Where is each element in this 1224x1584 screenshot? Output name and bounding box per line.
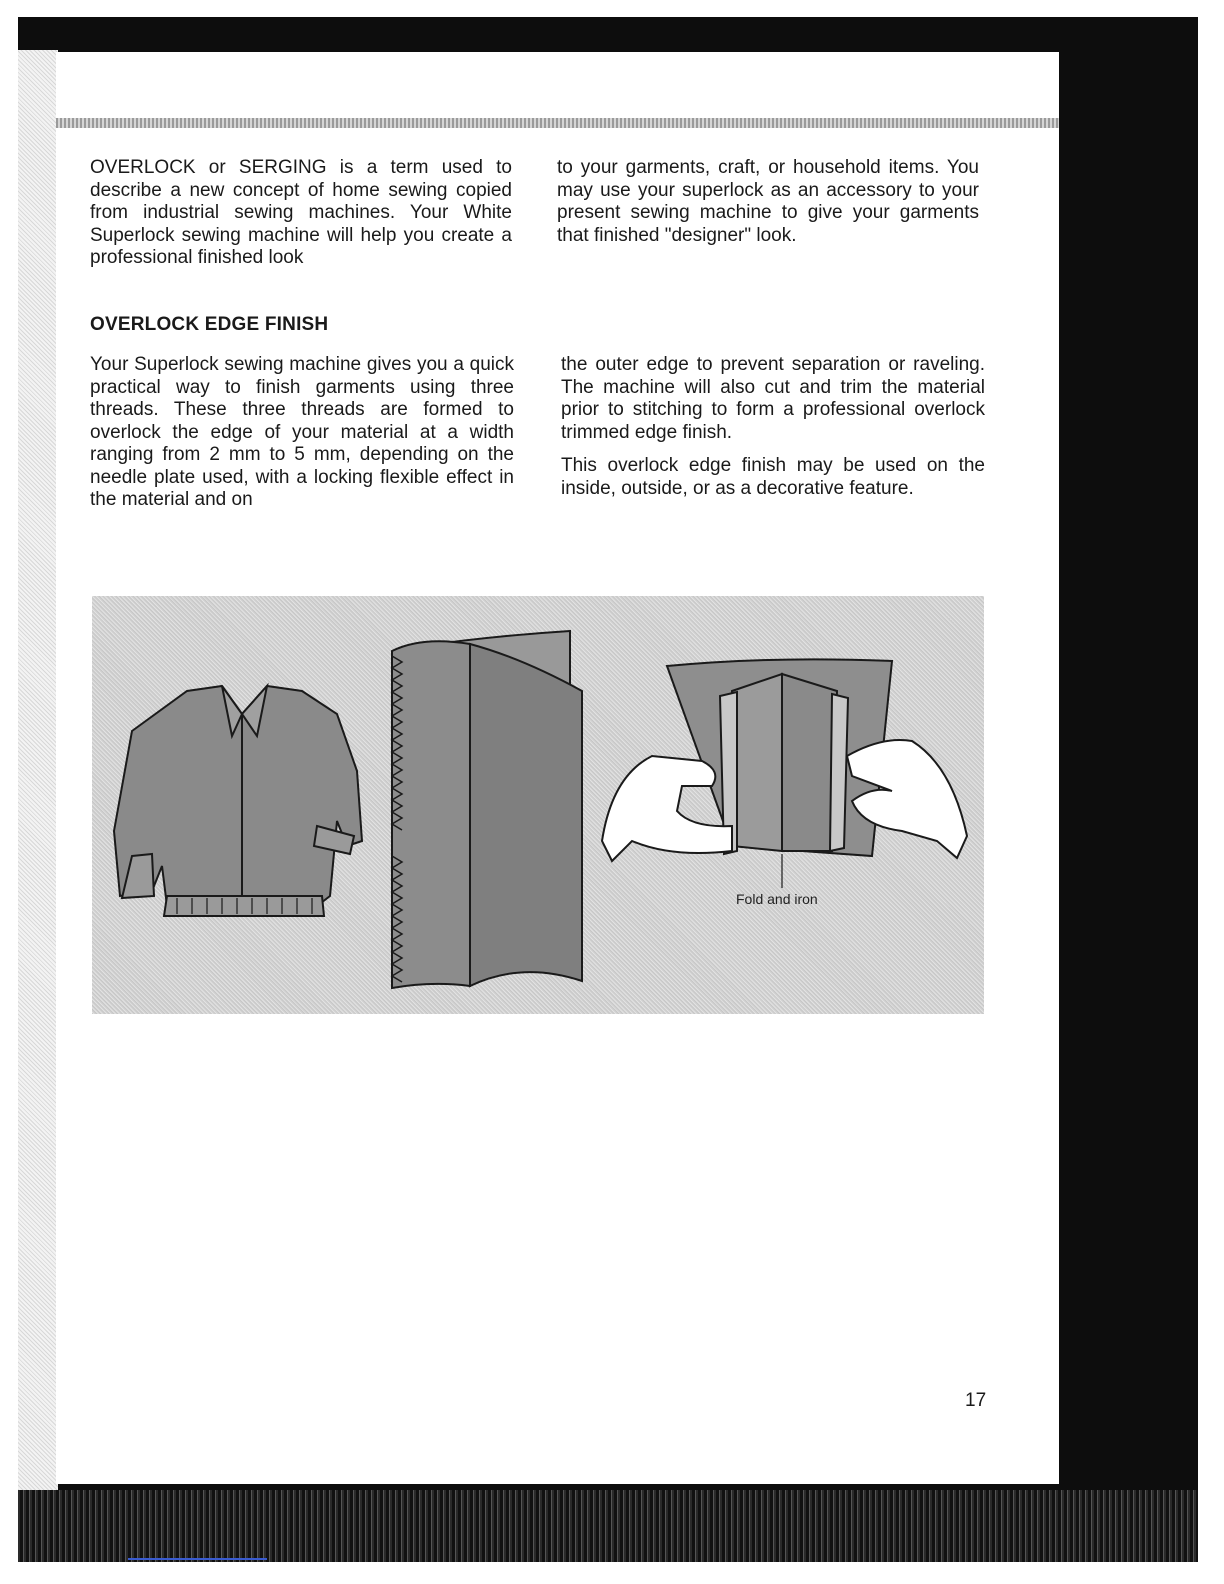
illustration-drawing [92,596,984,1014]
seam-folding-drawing [602,659,967,888]
page-top-band [56,118,1059,128]
jacket-drawing [114,686,362,916]
scan-bottom-strip [18,1490,1198,1562]
page-number: 17 [965,1390,987,1411]
section-heading: OVERLOCK EDGE FINISH [90,314,329,335]
section-left-column [90,354,514,523]
section-right-text-2: This overlock edge finish may be used on the inside, outside, or as a decorative feature. [561,455,985,499]
intro-right-text: to your garments, craft, or household items. You may use your superlock as an accessory to your present sewing machine to give your garments that finished "designer" look. [557,157,979,246]
section-left-text: Your Superlock sewing machine gives you a quick practical way to finish garments using three threads. These three threads are formed to overlock the edge of your material at a width ranging from 2 mm to 5 mm, depending on the needle plate used, with a locking flexible effect in the material and on [90,354,514,510]
scan-left-edge [18,50,58,1490]
intro-right-column [557,157,979,258]
folded-fabric-drawing [392,631,582,988]
intro-left-column [90,157,512,281]
overlock-illustration [92,596,984,1014]
intro-left-text: OVERLOCK or SERGING is a term used to describe a new concept of home sewing copied from industrial sewing machines. Your White Superlock sewing machine will help you create a professional finished look [90,157,512,268]
section-right-text-1: the outer edge to prevent separation or raveling. The machine will also cut and trim the material prior to stitching to form a professional overlock trimmed edge finish. [561,354,985,443]
footer-underline [128,1558,267,1560]
section-right-column [561,354,985,511]
figure-caption: Fold and iron [736,891,818,907]
